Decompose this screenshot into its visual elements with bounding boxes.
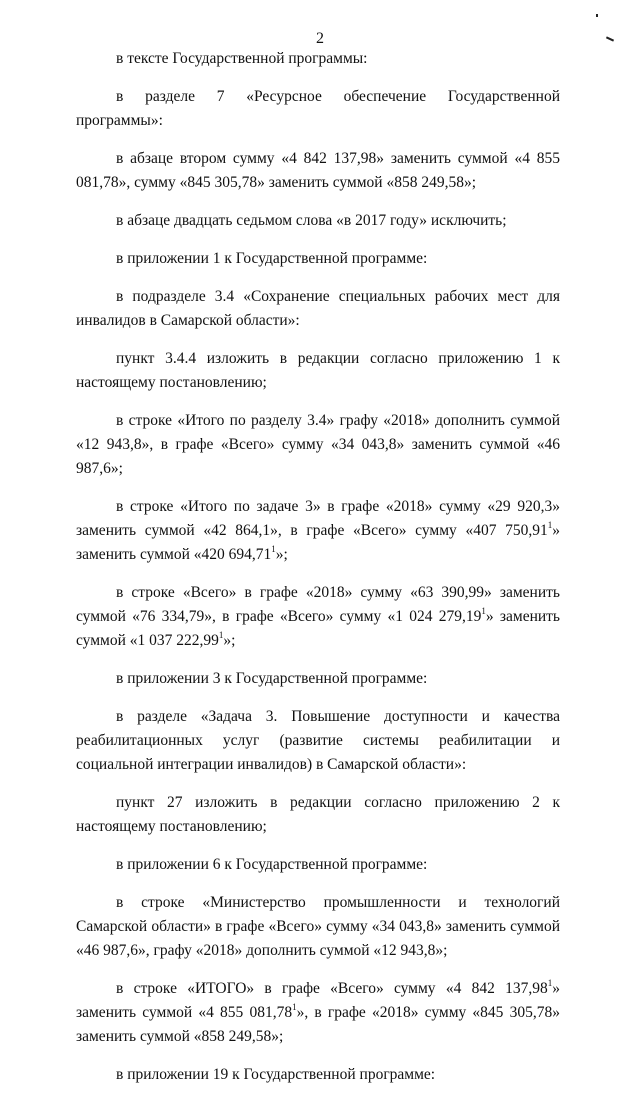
- paragraph-text: » заменить суммой «420 694,71: [76, 522, 560, 563]
- paragraph-text: », в графе «2018» сумму «845 305,78» заменить суммой «858 249,58»;: [76, 1004, 560, 1045]
- paragraph-text: в разделе «Задача 3. Повышение доступности и качества реабилитационных услуг (развитие системы реабилитации и социальной интеграции инвалидов) в Самарской области»:: [76, 708, 560, 773]
- paragraph-text: в строке «Итого по задаче 3» в графе «2018» сумму «29 920,3» заменить суммой «42 864,1», в графе «Всего» сумму «407 750,91: [76, 498, 560, 539]
- footnote-mark: 1: [547, 519, 553, 530]
- paragraph: [76, 85, 560, 133]
- paragraph-text: в абзаце втором сумму «4 842 137,98» заменить суммой «4 855 081,78», сумму «845 305,78» заменить суммой «858 249,58»;: [76, 150, 560, 191]
- paragraph: [76, 581, 560, 653]
- paragraph: [76, 853, 560, 877]
- paragraph: [76, 977, 560, 1049]
- paragraph: [76, 705, 560, 777]
- footnote-mark: 1: [547, 977, 553, 988]
- footnote-mark: 1: [218, 629, 224, 640]
- footnote-mark: 1: [292, 1001, 297, 1012]
- paragraph: [76, 495, 560, 567]
- paragraph-text: в абзаце двадцать седьмом слова «в 2017 году» исключить;: [116, 212, 507, 229]
- paragraph-text: в строке «Министерство промышленности и технологий Самарской области» в графе «Всего» сумму «34 043,8» заменить суммой «46 987,6», графу «2018» дополнить суммой «12 943,8»;: [76, 894, 560, 959]
- paragraph-text: в приложении 3 к Государственной программе:: [116, 670, 428, 687]
- paragraph: [76, 1063, 560, 1087]
- paragraph-text: пункт 27 изложить в редакции согласно приложению 2 к настоящему постановлению;: [76, 794, 560, 835]
- paragraph-text: в строке «Итого по разделу 3.4» графу «2018» дополнить суммой «12 943,8», в графе «Всего» сумму «34 043,8» заменить суммой «46 987,6»;: [76, 412, 560, 477]
- paragraph-text: пункт 3.4.4 изложить в редакции согласно приложению 1 к настоящему постановлению;: [76, 350, 560, 391]
- paragraph: [76, 285, 560, 333]
- paragraph-text: в тексте Государственной программы:: [116, 50, 368, 67]
- paragraph: [76, 791, 560, 839]
- paragraph-text: в приложении 1 к Государственной программе:: [116, 250, 428, 267]
- paragraph-text: в приложении 19 к Государственной программе:: [116, 1066, 436, 1083]
- paragraph-text: » заменить суммой «4 855 081,78: [76, 980, 560, 1021]
- paragraph: [76, 409, 560, 481]
- paragraph: [76, 667, 560, 691]
- paragraph: [76, 47, 560, 71]
- paragraph-text: » заменить суммой «1 037 222,99: [76, 608, 561, 649]
- page-number: 2: [316, 30, 324, 47]
- paragraph: [76, 247, 560, 271]
- paragraph-text: »;: [275, 546, 288, 563]
- paragraph: [76, 347, 560, 395]
- paragraph-text: в приложении 6 к Государственной программе:: [116, 856, 428, 873]
- paragraph-text: »;: [223, 632, 236, 649]
- paragraph-text: в подразделе 3.4 «Сохранение специальных рабочих мест для инвалидов в Самарской области»:: [76, 288, 560, 329]
- paragraph-text: в строке «Всего» в графе «2018» сумму «63 390,99» заменить суммой «76 334,79», в графе «Всего» сумму «1 024 279,19: [76, 584, 560, 625]
- paragraph-text: в строке «ИТОГО» в графе «Всего» сумму «4 842 137,98: [116, 980, 548, 997]
- paragraph: [76, 147, 560, 195]
- paragraph: [76, 891, 560, 963]
- footnote-mark: 1: [271, 543, 276, 554]
- footnote-mark: 1: [481, 605, 486, 616]
- paragraph: [76, 209, 560, 233]
- document-body: [76, 47, 560, 1101]
- paragraph-text: в разделе 7 «Ресурсное обеспечение Государственной программы»:: [76, 88, 560, 129]
- scan-mark: [596, 14, 598, 17]
